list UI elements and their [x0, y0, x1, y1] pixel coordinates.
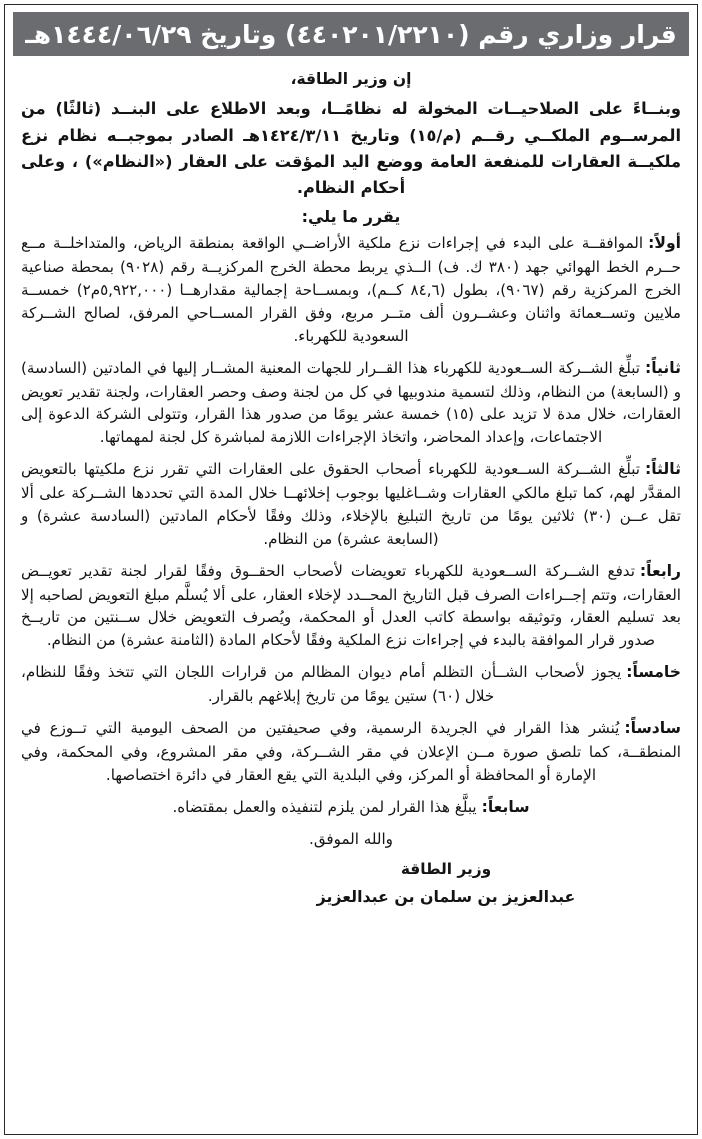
clause-label: سادساً: — [624, 718, 681, 737]
decrees-title: يقرر ما يلي: — [301, 207, 401, 227]
clause-item — [21, 661, 681, 708]
decree-header-bar — [13, 12, 689, 56]
signatory-role: وزير الطاقة — [400, 859, 492, 878]
clause-item — [21, 560, 681, 653]
clause-item — [21, 357, 681, 450]
clause-text: تدفع الشــركة الســعودية للكهرباء تعويضات لأصحاب الحقــوق وفقًا لقرار لجنة تقدير تعويــض العقارات، وتتم إجــراءات الصرف قبل التاريخ المحــدد لإخلاء العقار، على ألا يُسلَّم مبلغ التعويض لصاحبه إلا بعد تسليم العقار، وتوثيقه بواسطة كاتب العدل أو المحكمة، ويُصرف التعويض خلال ســنتين من تاريــخ صدور قرار الموافقة بالبدء في إجراءات نزع الملكية وفقًا لأحكام المادة (الثامنة عشرة) من النظام. — [21, 561, 681, 650]
clause-text: تبلِّغ الشــركة الســعودية للكهرباء هذا القــرار للجهات المعنية المشــار إليها في المادتين (السادسة) و (السابعة) من النظام، وذلك لتسمية مندوبيها في كل من لجنة وصف وحصر العقارات، ولجنة تقدير تعويض العقارات، خلال مدة لا تزيد على (١٥) خمسة عشر يومًا من صدور هذا القرار، وتتولى الشركة الدعوة إلى الاجتماعات، وإعداد المحاضر، واتخاذ الإجراءات اللازمة لمباشرة كل لجنة لمهماتها. — [21, 358, 681, 447]
clause-label: أولاً: — [648, 234, 681, 253]
decree-body — [4, 56, 698, 909]
clause-item — [21, 232, 681, 347]
clause-item — [21, 458, 681, 551]
decree-preamble: وبنــاءً على الصلاحيــات المخولة له نظامًــا، وبعد الاطلاع على البنــد (ثالثًا) من المرســوم الملكــي رقــم (م/١٥) وتاريخ ١٤٢٤/٣/١١هـ الصادر بموجبــه نظام نزع ملكيــة العقارات للمنفعة العامة ووضع اليد المؤقت على العقار («النظام») ، وعلى أحكام النظام. — [21, 99, 682, 198]
clause-item — [21, 717, 681, 787]
clause-label: رابعاً: — [639, 561, 681, 580]
clause-label: ثانياً: — [644, 358, 681, 377]
minister-intro-line: إن وزير الطاقة، — [290, 70, 412, 88]
closing-phrase: والله الموفق. — [309, 830, 393, 849]
clause-item — [21, 796, 681, 820]
signature-block — [21, 857, 681, 909]
clause-text: الموافقــة على البدء في إجراءات نزع ملكية الأراضــي الواقعة بمنطقة الرياض، والمتداخلــة مــع حــرم الخط الهوائي جهد (٣٨٠ ك. ف) الــذي يربط محطة الخرج المركزيــة رقم (٩٠٢٨) بمحطة صناعية الخرج المركزية رقم (٩٠٦٧)، بطول (٨٤,٦ كــم)، وبمســاحة إجمالية مقدارهــا (٥,٩٢٢,٠٠٠م٢) خمســة ملايين وتســعمائة واثنان وعشــرون ألف متــر مربع، وفق القرار المســاحي المرفق، لصالح الشــركة السعودية للكهرباء. — [21, 234, 681, 345]
clause-label: ثالثاً: — [644, 460, 681, 479]
decree-header-title: قرار وزاري رقم (٤٤٠٢٠١/٢٢١٠) وتاريخ ١٤٤٤/٠٦/٢٩هـ — [25, 19, 677, 49]
clause-text: تبلِّغ الشــركة الســعودية للكهرباء أصحاب الحقوق على العقارات التي تقرر نزع ملكيتها بالتعويض المقدَّر لهم، كما تبلغ مالكي العقارات وشــاغليها بوجوب إخلائهــا خلال المدة التي تحددها الشــركة على ألا تقل عــن (٣٠) ثلاثين يومًا من تاريخ التبليغ بالإخلاء، وذلك وفقًا لأحكام المادتين (السادسة عشرة) و (السابعة عشرة) من النظام. — [21, 460, 681, 548]
clause-label: سابعاً: — [481, 797, 530, 816]
clause-label: خامساً: — [626, 663, 681, 682]
clause-text: يُنشر هذا القرار في الجريدة الرسمية، وفي صحيفتين من الصحف اليومية التي تــوزع في المنطقــة، كما تلصق صورة مــن الإعلان في مقر الشــركة، وفي مقر المشروع، وفي المحكمة، وفي الإمارة أو المحافظة أو المركز، وفي البلدية التي يقع العقار في دائرة اختصاصها. — [21, 718, 681, 784]
clause-text: يجوز لأصحاب الشــأن التظلم أمام ديوان المظالم من قرارات اللجان التي تتخذ وفقًا للنظام، خلال (٦٠) ستين يومًا من تاريخ إبلاغهم بالقرار. — [21, 663, 622, 706]
clause-text: يبلَّغ هذا القرار لمن يلزم لتنفيذه والعمل بمقتضاه. — [172, 797, 477, 816]
signatory-name: عبدالعزيز بن سلمان بن عبدالعزيز — [316, 886, 576, 906]
